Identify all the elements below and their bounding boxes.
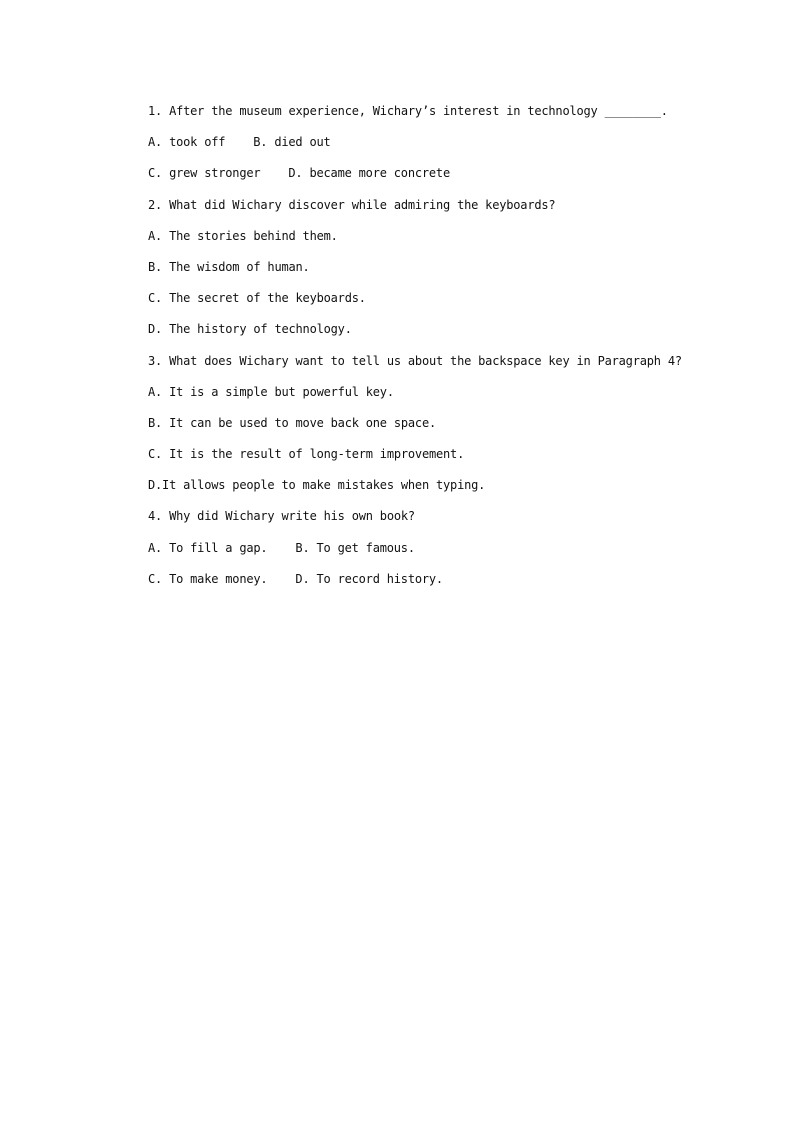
question-4-options-row-2 bbox=[148, 571, 748, 587]
question-1-option-b: B. died out bbox=[253, 135, 331, 150]
question-1-option-c: C. grew stronger bbox=[148, 166, 261, 181]
question-3-option-a: A. It is a simple but powerful key. bbox=[148, 384, 394, 399]
question-3-stem: 3. What does Wichary want to tell us about the backspace key in Paragraph 4? bbox=[148, 353, 682, 368]
question-1-option-d: D. became more concrete bbox=[288, 166, 450, 181]
question-2-stem: 2. What did Wichary discover while admiring the keyboards? bbox=[148, 197, 556, 212]
question-sheet bbox=[148, 103, 748, 602]
question-4-options-row-1 bbox=[148, 540, 748, 556]
question-1-options-row-1 bbox=[148, 134, 748, 150]
question-4-option-c: C. To make money. bbox=[148, 571, 268, 586]
question-3-option-c: C. It is the result of long-term improvement. bbox=[148, 447, 465, 462]
question-3-option-d: D.It allows people to make mistakes when typing. bbox=[148, 478, 486, 493]
question-3-option-b: B. It can be used to move back one space. bbox=[148, 415, 437, 430]
question-1-option-a: A. took off bbox=[148, 135, 226, 150]
question-2-option-c: C. The secret of the keyboards. bbox=[148, 291, 366, 306]
question-1-options-row-2 bbox=[148, 165, 748, 181]
question-4-option-d: D. To record history. bbox=[295, 571, 443, 586]
question-1-stem: 1. After the museum experience, Wichary’s interest in technology ________. bbox=[148, 104, 668, 118]
question-2-option-a: A. The stories behind them. bbox=[148, 228, 338, 243]
question-4-option-a: A. To fill a gap. bbox=[148, 540, 268, 555]
question-4-option-b: B. To get famous. bbox=[295, 540, 415, 555]
question-2-option-b: B. The wisdom of human. bbox=[148, 259, 310, 274]
question-4-stem: 4. Why did Wichary write his own book? bbox=[148, 509, 415, 524]
question-2-option-d: D. The history of technology. bbox=[148, 322, 352, 337]
